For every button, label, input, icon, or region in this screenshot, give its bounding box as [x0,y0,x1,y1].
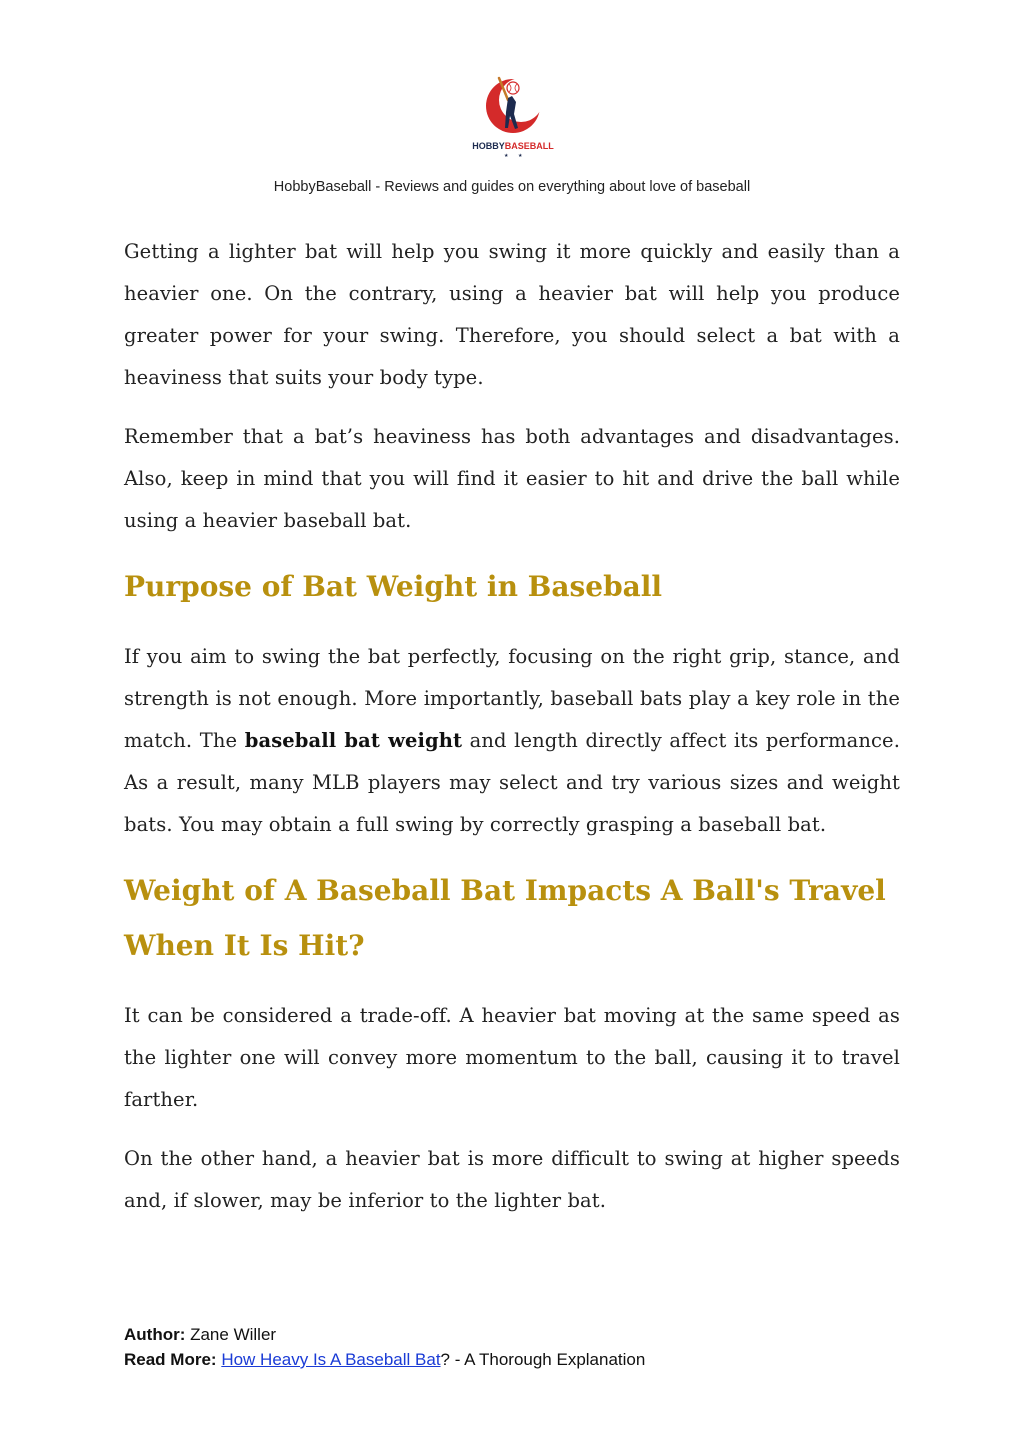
heading-purpose-of-bat-weight: Purpose of Bat Weight in Baseball [124,570,663,603]
paragraph-trade-off: It can be considered a trade-off. A heavier bat moving at the same speed as the lighter one will convey more momentum to the ball, causing it to travel farther. [124,1004,900,1111]
paragraph-purpose-text-2: and length directly affect its performance. As a result, many MLB players may select and try various sizes and weight bats. You may obtain a full swing by correctly grasping a baseball bat. [124,729,900,836]
read-more-suffix: ? - A Thorough Explanation [440,1350,646,1369]
author-label: Author: [124,1325,186,1344]
star-icon: ★ [518,153,523,158]
article-body [124,231,900,1239]
author-line [124,1322,645,1347]
read-more-link[interactable]: How Heavy Is A Baseball Bat [221,1350,441,1369]
hobbybaseball-logo [468,76,558,158]
logo-text-baseball: BASEBALL [504,141,554,151]
star-icon: ★ [504,153,509,158]
logo-text-hobby: HOBBY [472,141,505,151]
bold-keyword: baseball bat weight [244,729,463,752]
author-name: Zane Willer [185,1325,277,1344]
paragraph-purpose [124,636,900,846]
paragraph-other-hand: On the other hand, a heavier bat is more difficult to swing at higher speeds and, if slower, may be inferior to the lighter bat. [124,1147,900,1212]
svg-text:HOBBYBASEBALL [472,141,554,151]
paragraph-heaviness-tradeoffs: Remember that a bat’s heaviness has both advantages and disadvantages. Also, keep in mind that you will find it easier to hit and drive the ball while using a heavier baseball bat. [124,425,900,532]
paragraph-purpose-text-1: If you aim to swing the bat perfectly, focusing on the right grip, stance, and strength is not enough. More importantly, baseball bats play a key role in the match. The [124,645,900,752]
read-more-label: Read More: [124,1350,217,1369]
site-tagline: HobbyBaseball - Reviews and guides on everything about love of baseball [273,179,751,195]
paragraph-lighter-bat: Getting a lighter bat will help you swing it more quickly and easily than a heavier one. On the contrary, using a heavier bat will help you produce greater power for your swing. Therefore, you should select a bat with a heaviness that suits your body type. [124,240,900,389]
heading-weight-impacts-travel: Weight of A Baseball Bat Impacts A Ball's Travel When It Is Hit? [124,874,886,962]
article-footer [124,1322,645,1372]
read-more-line [124,1347,645,1372]
